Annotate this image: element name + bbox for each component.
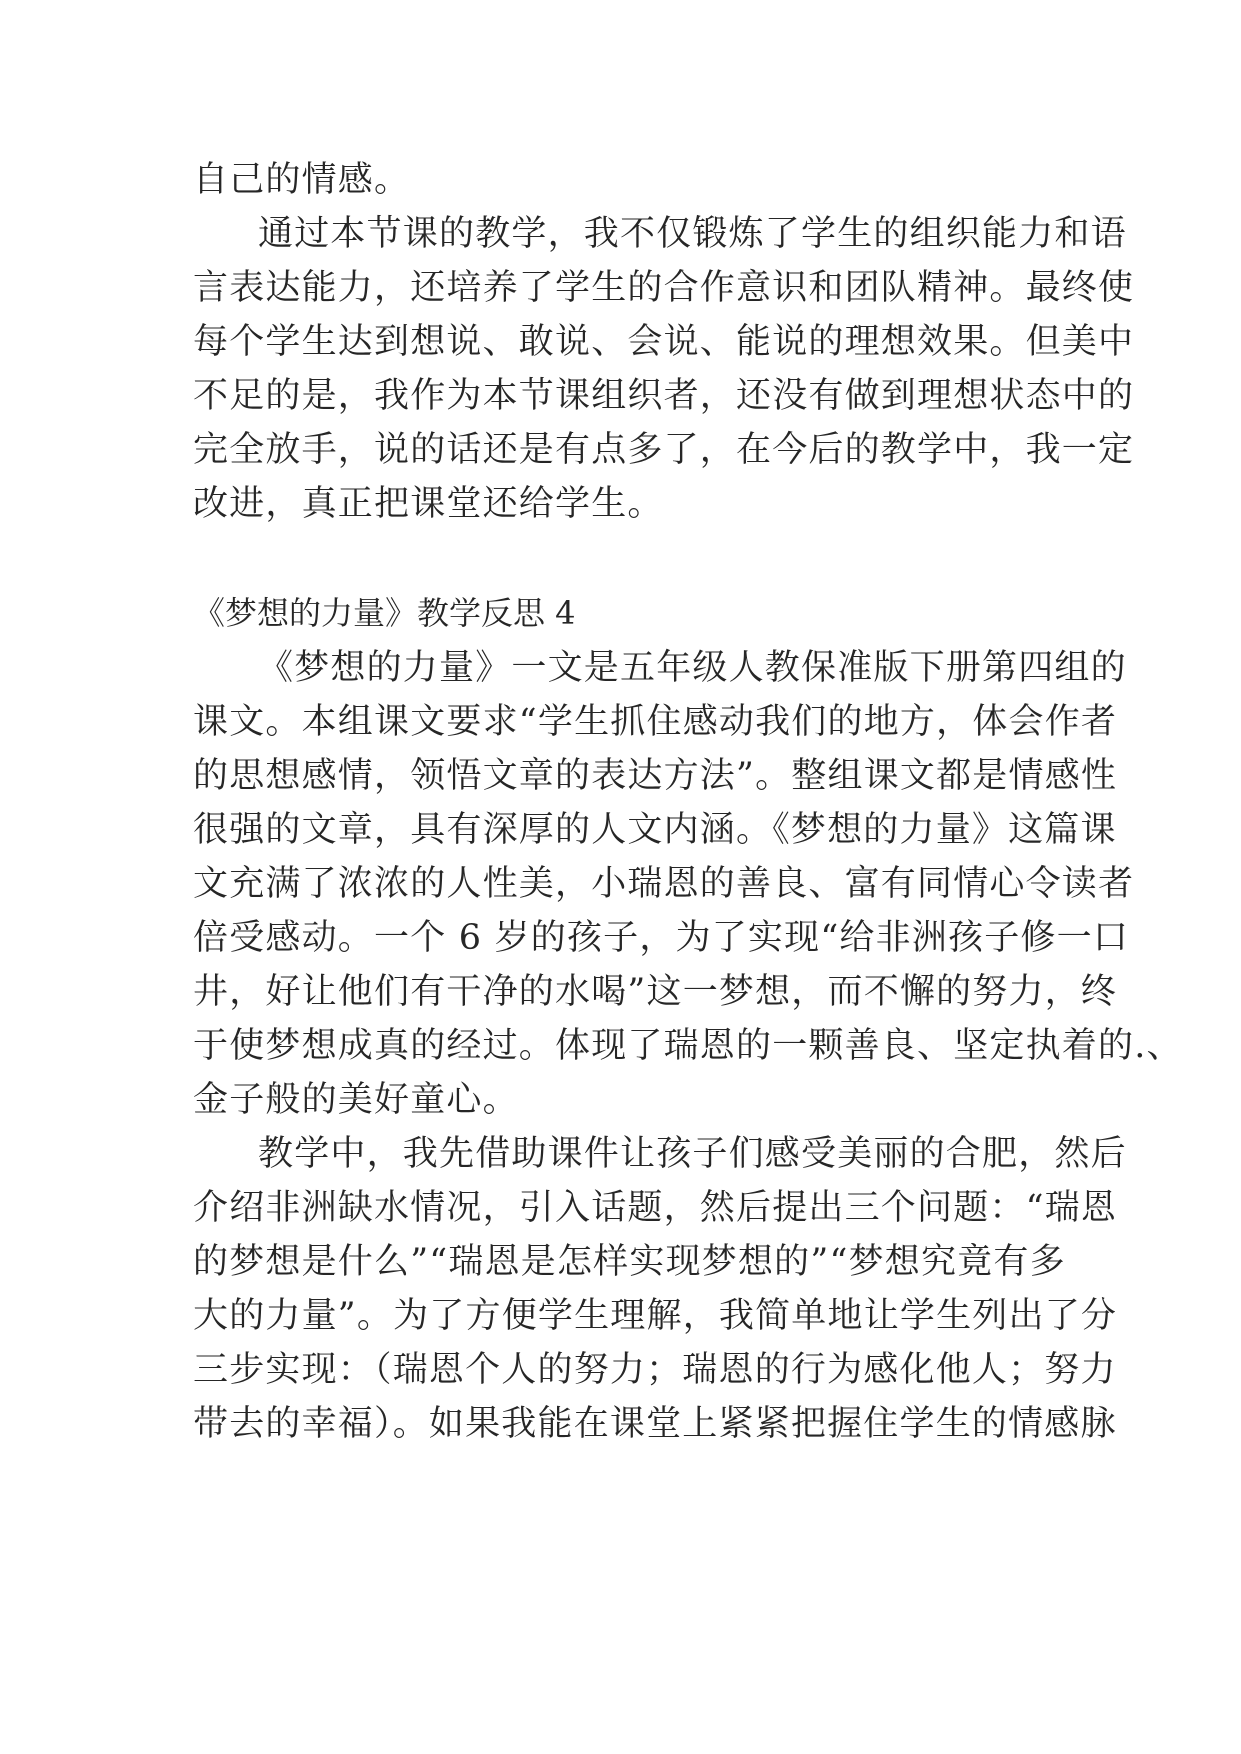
text-line: 大的力量”。为了方便学生理解，我简单地让学生列出了分: [193, 1296, 1118, 1336]
text-line: 三步实现：（瑞恩个人的努力；瑞恩的行为感化他人；努力: [193, 1350, 1117, 1390]
text-line: 于使梦想成真的经过。体现了瑞恩的一颗善良、坚定执着的.、: [193, 1026, 1183, 1066]
text-line: 井，好让他们有干净的水喝”这一梦想，而不懈的努力，终: [193, 972, 1118, 1012]
text-line: 不足的是，我作为本节课组织者，还没有做到理想状态中的: [193, 376, 1135, 416]
text-line: 完全放手，说的话还是有点多了，在今后的教学中，我一定: [193, 430, 1135, 470]
text-line: 每个学生达到想说、敢说、会说、能说的理想效果。但美中: [193, 322, 1135, 362]
text-line: 很强的文章，具有深厚的人文内涵。《梦想的力量》这篇课: [193, 810, 1117, 850]
text-line: 介绍非洲缺水情况，引入话题，然后提出三个问题：“瑞恩: [193, 1188, 1118, 1228]
text-line: 教学中，我先借助课件让孩子们感受美丽的合肥，然后: [258, 1134, 1127, 1174]
text-line: 通过本节课的教学，我不仅锻炼了学生的组织能力和语: [258, 214, 1127, 254]
text-line: 文充满了浓浓的人性美，小瑞恩的善良、富有同情心令读者: [193, 864, 1135, 904]
text-line: 《梦想的力量》一文是五年级人教保准版下册第四组的: [258, 648, 1127, 688]
section-title: 《梦想的力量》教学反思 4: [193, 594, 576, 632]
text-line: 的思想感情，领悟文章的表达方法”。整组课文都是情感性: [193, 756, 1118, 796]
text-line: 言表达能力，还培养了学生的合作意识和团队精神。最终使: [193, 268, 1135, 308]
text-line: 带去的幸福）。如果我能在课堂上紧紧把握住学生的情感脉: [193, 1404, 1117, 1444]
text-line: 改进，真正把课堂还给学生。: [193, 484, 664, 524]
text-line: 金子般的美好童心。: [193, 1080, 519, 1120]
text-line: 课文。本组课文要求“学生抓住感动我们的地方，体会作者: [193, 702, 1118, 742]
text-line: 的梦想是什么”“瑞恩是怎样实现梦想的”“梦想究竟有多: [193, 1242, 1066, 1282]
text-line: 倍受感动。一个 6 岁的孩子，为了实现“给非洲孩子修一口: [193, 918, 1130, 958]
continuation-line: 自己的情感。: [193, 160, 411, 200]
